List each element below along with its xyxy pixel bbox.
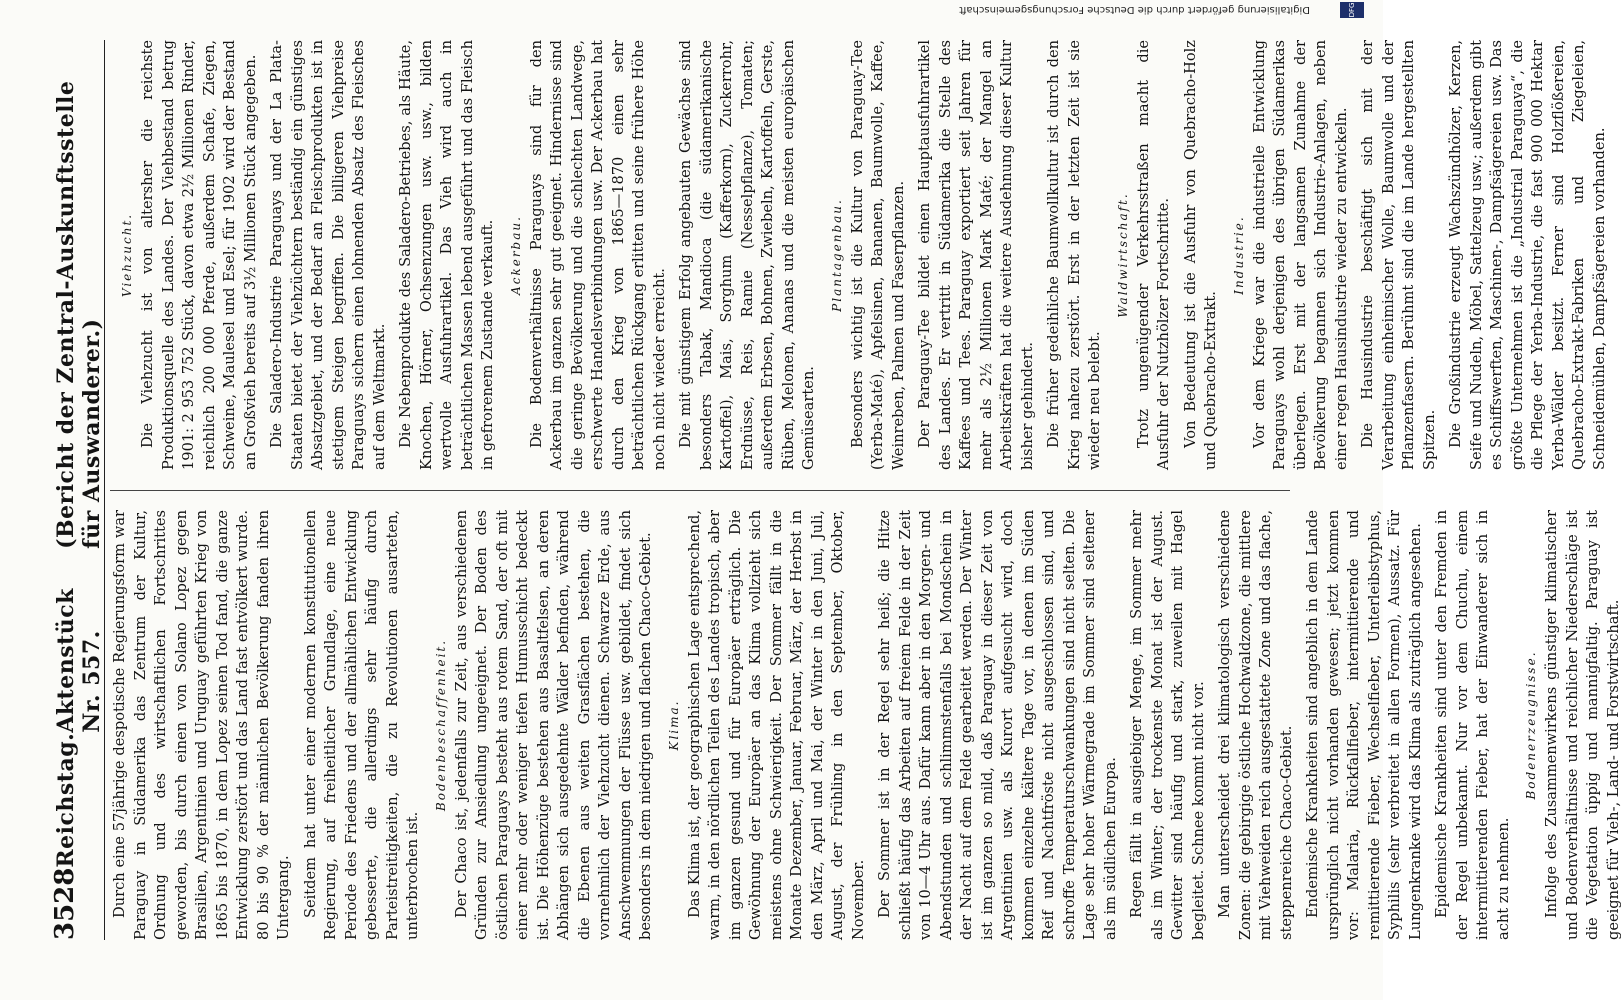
body-paragraph: Infolge des Zusammenwirkens günstiger klimatischer und Bodenverhältnisse und reichlicher Niederschläge ist die Vegetation üppig und mannigfaltig. Paraguay ist geeignet für Vieh-, Land- und Forstwirtschaft. xyxy=(1543,510,1622,940)
intro-paragraph: Seitdem hat unter einer modernen konstitutionellen Regierung, auf freiheitlicher Grundlage, eine neue Periode des Friedens und der allmählichen Entwicklung gebesserte, die allerdings sehr häufig durch Parteistreitigkeiten, die zu Revolutionen ausarteten, unterbrochen ist. xyxy=(301,510,421,940)
section-heading-industrie: Industrie. xyxy=(1231,215,1246,295)
header-subtitle: (Bericht der Zentral-Auskunftsstelle für Auswanderer.) xyxy=(53,80,105,549)
body-paragraph: Regen fällt in ausgiebiger Menge, im Sommer mehr als im Winter; der trockenste Monat ist der August. Gewitter sind häufig und stark, zuweilen mit Hagel begleitet. Schnee kommt nicht vor. xyxy=(1128,510,1207,940)
page-number: 3528 xyxy=(50,867,80,940)
body-paragraph: Das Klima ist, der geographischen Lage entsprechend, warm, in den nördlichen Teilen des Landes tropisch, aber im ganzen gesund und für Europäer erträglich. Die Gewöhnung der Europäer an das Klima vollzieht sich meistens ohne Schwierigkeit. Der Sommer fällt in die Monate Dezember, Januar, Februar, März, der Herbst in den März, April und Mai, der Winter in den Juni, Juli, August, der Frühling in den September, Oktober, November. xyxy=(685,510,867,940)
body-paragraph: Besonders wichtig ist die Kultur von Paraguay-Tee (Yerba-Maté), Apfelsinen, Bananen, Baumwolle, Kaffee, Weinreben, Palmen und Faserpflanzen. xyxy=(848,40,907,470)
intro-paragraph: Durch eine 57jährige despotische Regierungsform war Paraguay in Südamerika das Zentrum der Kultur, Ordnung und des wirtschaftlichen Fortschrittes geworden, bis durch einen von Solano Lopez gegen Brasilien, Argentinien und Uruguay geführten Krieg von 1865 bis 1870, in dem Lopez seinen Tod fand, die ganze Entwicklung zerstört und das Land fast entvölkert wurde. 80 bis 90 % der männlichen Bevölkerung fanden ihren Untergang. xyxy=(111,510,292,940)
header-item: Aktenstück Nr. 557. xyxy=(53,588,105,733)
body-paragraph: Man unterscheidet drei klimatologisch verschiedene Zonen: die gebirgige östliche Hochwaldzone, die mittlere mit Viehweiden reich ausgestattete Zone und das flache, steppenreiche Chaco-Gebiet. xyxy=(1216,510,1295,940)
document-page xyxy=(40,40,1622,940)
section-heading-viehzucht: Viehzucht. xyxy=(120,212,134,298)
page-header xyxy=(50,40,105,940)
body-paragraph: Der Chaco ist, jedenfalls zur Zeit, aus verschiedenen Gründen zur Ansiedlung ungeeignet. Der Boden des östlichen Paraguays besteht aus rotem Sand, der oft mit einer mehr oder weniger tiefen Humusschicht bedeckt ist. Die Höhenzüge bestehen aus Basaltfelsen, an deren Abhängen sich ausgedehnte Wälder befinden, während die Ebenen aus weiten Grasflächen bestehen, die vornehmlich der Viehzucht dienen. Schwarze Erde, aus Anschwemmungen der Flüsse usw. gebildet, findet sich besonders in dem niedrigen und flachen Chaco-Gebiet. xyxy=(452,510,654,940)
body-paragraph: Die Bodenverhältnisse Paraguays sind für den Ackerbau im ganzen sehr gut geeignet. Hindernisse sind die geringe Bevölkerung und die schlechten Landwege, erschwerte Handelsverbindungen usw. Der Ackerbau hat durch den Krieg von 1865—1870 einen sehr beträchtlichen Rückgang erlitten und seine frühere Höhe noch nicht wieder erreicht. xyxy=(527,40,668,470)
body-paragraph: Von Bedeutung ist die Ausfuhr von Quebracho-Holz und Quebracho-Extrakt. xyxy=(1181,40,1219,470)
body-paragraph: Trotz ungenügender Verkehrsstraßen macht die Ausfuhr der Nutzhölzer Fortschritte. xyxy=(1134,40,1172,470)
dfg-logo: DFG xyxy=(1340,2,1364,18)
body-paragraph: Die Viehzucht ist von altersher die reichste Produktionsquelle des Landes. Der Viehbestand betrug 1901: 2 953 752 Stück, davon etwa 2½ Millionen Rinder, reichlich 200 000 Pferde, außerdem Schafe, Ziegen, Schweine, Maulesel und Esel; für 1902 wird der Bestand an Großvieh bereits auf 3½ Millionen Stück angegeben. xyxy=(139,40,259,470)
section-heading-ackerbau: Ackerbau. xyxy=(508,215,523,295)
body-paragraph: Der Paraguay-Tee bildet einen Hauptausfuhrartikel des Landes. Er vertritt in Südamerika die Stelle des Kaffees und Tees. Paraguay exportiert seit Jahren für mehr als 2½ Millionen Mark Maté; der Mangel an Arbeitskräften hat die weitere Ausdehnung dieser Kultur bisher gehindert. xyxy=(916,40,1036,470)
section-heading-plantagenbau: Plantagenbau. xyxy=(829,198,844,312)
left-column xyxy=(110,510,1622,940)
body-paragraph: Die Nebenprodukte des Saladero-Betriebes, als Häute, Knochen, Hörner, Ochsenzungen usw. usw., bilden wertvolle Ausfuhrartikel. Das Vieh wird auch in beträchtlichen Massen lebend ausgeführt und das Fleisch in gefrorenem Zustande verkauft. xyxy=(397,40,496,470)
body-paragraph: Die Großindustrie erzeugt Wachszündhölzer, Kerzen, Seife und Nudeln, Möbel, Sattelzeug usw.; außerdem gibt es Schiffswerften, Maschinen-, Dampfsägereien usw. Das größte Unternehmen ist die „Industrial Paraguaya“, die die Pflege der Yerba-Industrie, die fast 900 000 Hektar Yerba-Wälder besitzt. Ferner sind Holzflößereien, Quebracho-Extrakt-Fabriken und Ziegeleien, Schneidemühlen, Dampfsägereien vorhanden. xyxy=(1447,40,1608,470)
header-section: Reichstag. xyxy=(53,732,79,868)
body-paragraph: Die Hausindustrie beschäftigt sich mit der Verarbeitung einheimischer Wolle, Baumwolle und der Pflanzenfasern. Berühmt sind die im Lande hergestellten Spitzen. xyxy=(1359,40,1438,470)
section-heading-bodenbeschaffenheit: Bodenbeschaffenheit. xyxy=(433,638,448,812)
body-paragraph: Die mit günstigem Erfolg angebauten Gewächse sind besonders Tabak, Mandioca (die südamerikanische Kartoffel), Mais, Sorghum (Kafferkorn), Zuckerrohr, Erdnüsse, Reis, Ramie (Nesselpflanze), Tomaten; außerdem Erbsen, Bohnen, Zwiebeln, Kartoffeln, Gerste, Rüben, Melonen, Ananas und die meisten europäischen Gemüsearten. xyxy=(677,40,817,470)
section-heading-waldwirtschaft: Waldwirtschaft. xyxy=(1115,192,1130,318)
body-paragraph: Epidemische Krankheiten sind unter den Fremden in der Regel unbekannt. Nur vor dem Chuchu, einem intermittierenden Fieber, hat der Einwanderer sich in acht zu nehmen. xyxy=(1433,510,1512,940)
section-heading-klima: Klima. xyxy=(666,699,681,751)
right-column xyxy=(110,40,1608,470)
body-paragraph: Der Sommer ist in der Regel sehr heiß; die Hitze schließt häufig das Arbeiten auf freiem Felde in der Zeit von 10—4 Uhr aus. Dafür kann aber in den Morgen- und Abendstunden und schlimmstenfalls bei Mondschein in der Nacht auf dem Felde gearbeitet werden. Der Winter ist im ganzen so mild, daß Paraguay in dieser Zeit von Argentinien usw. als Kurort aufgesucht wird, doch kommen einzelne kältere Tage vor, in denen im Süden Reif und Nachtfröste nicht ausgeschlossen sind, und schroffe Temperaturschwankungen sind nicht selten. Die Lage sehr hoher Wärmegrade im Sommer sind seltener als im südlichen Europa. xyxy=(876,510,1119,940)
margin-note-text: Digitalisierung gefördert durch die Deutsche Forschungsgemeinschaft xyxy=(959,4,1310,15)
digitization-margin-note xyxy=(70,1,1330,15)
column-rule xyxy=(110,490,1290,491)
body-paragraph: Endemische Krankheiten sind angeblich in dem Lande ursprünglich nicht vorhanden gewesen; jetzt kommen vor: Malaria, Rückfallfieber, intermittierende und remittierende Fieber, Wechselfieber, Unterleibstyphus, Syphilis (sehr verbreitet in allen Formen), Aussatz. Für Lungenkranke wird das Klima als zuträglich angesehen. xyxy=(1304,510,1424,940)
body-paragraph: Die früher gedeihliche Baumwollkultur ist durch den Krieg nahezu zerstört. Erst in der letzten Zeit ist sie wieder neu belebt. xyxy=(1045,40,1103,470)
body-paragraph: Die Saladero-Industrie Paraguays und der La Plata-Staaten bietet der Viehzüchtern beständig ein günstiges Absatzgebiet, und der Bedarf an Fleischprodukten ist in stetigem Steigen begriffen. Die billigeren Viehpreise Paraguays sichern einen lohnenden Absatz des Fleisches auf dem Weltmarkt. xyxy=(268,40,388,470)
body-paragraph: Vor dem Kriege war die industrielle Entwicklung Paraguays wohl derjenigen des übrigen Südamerikas überlegen. Erst mit der langsamen Zunahme der Bevölkerung begannen sich Industrie-Anlagen, neben einer regen Hausindustrie wieder zu entwickeln. xyxy=(1250,40,1350,470)
section-heading-bodenerzeugnisse: Bodenerzeugnisse. xyxy=(1524,650,1538,800)
